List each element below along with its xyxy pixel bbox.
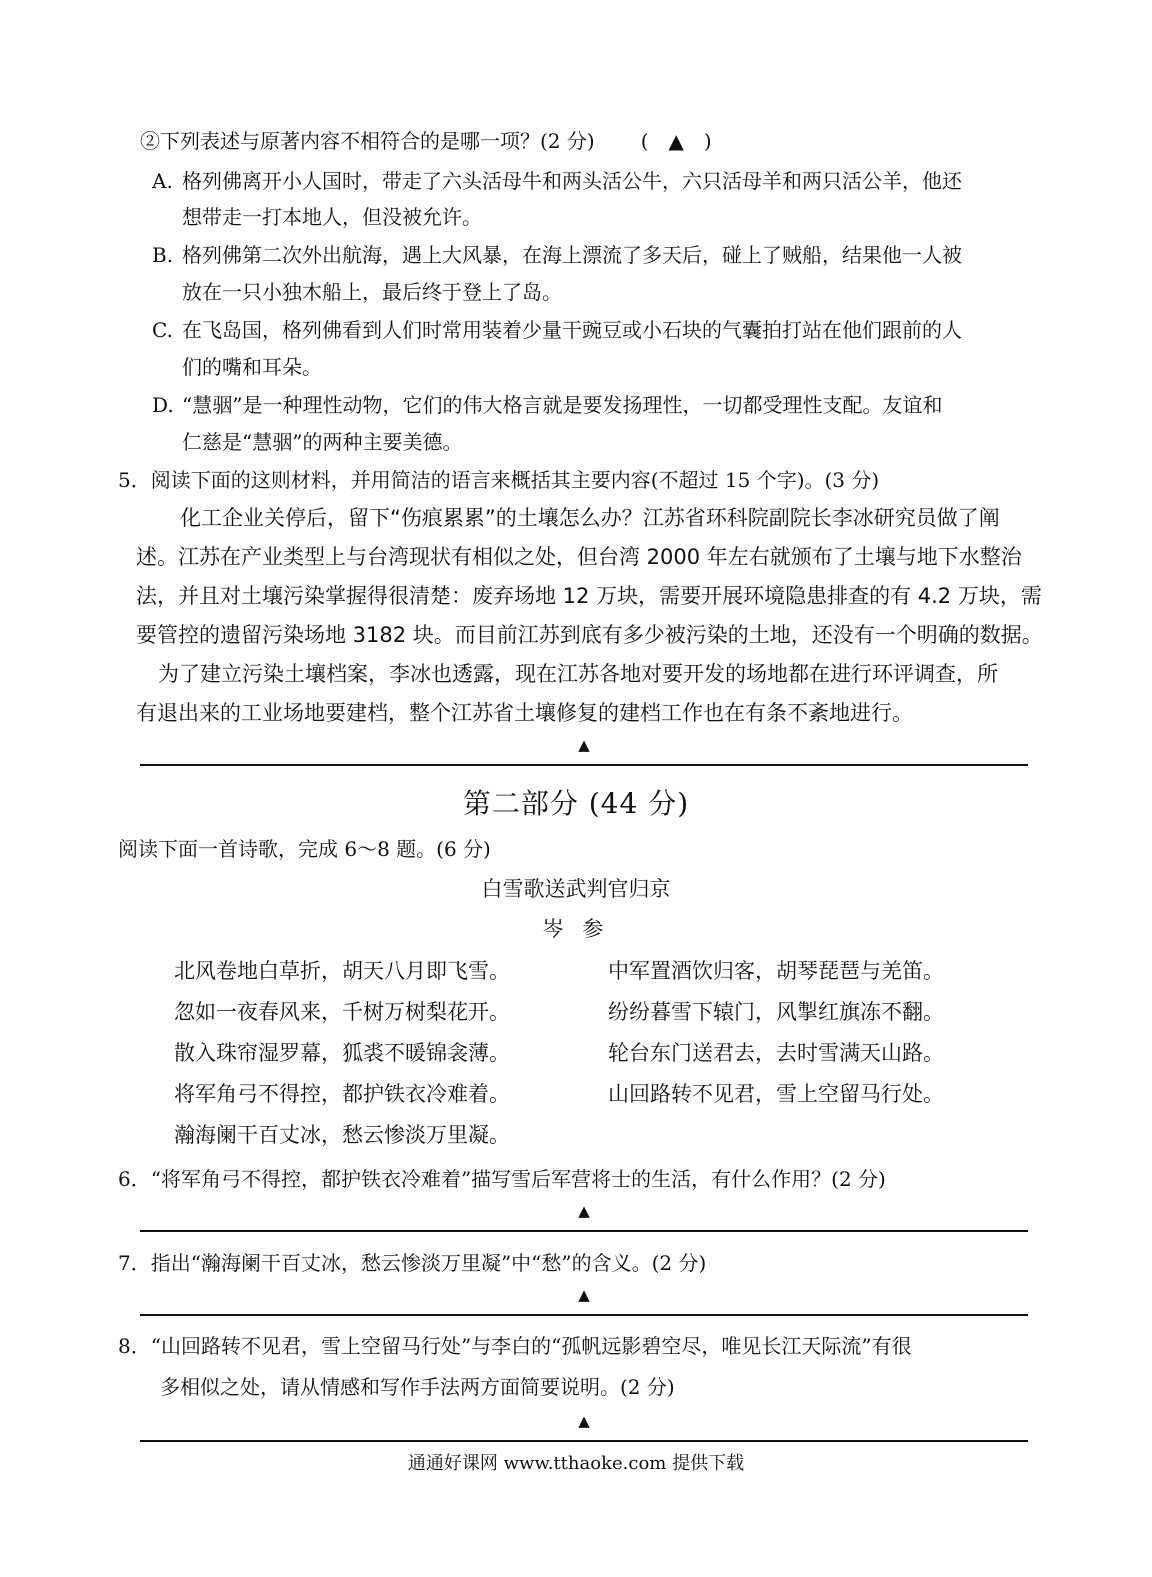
option-d-cont: 仁慈是“慧骃”的两种主要美德。: [182, 430, 463, 454]
answer-triangle: ▲: [578, 1286, 590, 1304]
q5-passage-line: 为了建立污染土壤档案，李冰也透露，现在江苏各地对要开发的场地都在进行环评调查，所: [158, 662, 998, 686]
answer-underline: [140, 1314, 1028, 1316]
option-a: A. 格列佛离开小人国时，带走了六头活母牛和两头活公牛，六只活母羊和两只活公羊，他还: [152, 169, 962, 193]
option-c: C. 在飞岛国，格列佛看到人们时常用装着少量干豌豆或小石块的气囊拍打站在他们跟前的人: [152, 318, 962, 342]
footer-credit: 通通好课网 www.tthaoke.com 提供下载: [407, 1453, 745, 1474]
q7-stem: 7．指出“瀚海阑干百丈冰，愁云惨淡万里凝”中“愁”的含义。(2 分): [118, 1251, 707, 1275]
q8-stem: 8．“山回路转不见君，雪上空留马行处”与李白的“孤帆远影碧空尽，唯见长江天际流”有很: [118, 1334, 912, 1358]
option-c-cont: 们的嘴和耳朵。: [182, 355, 322, 379]
option-d: D. “慧骃”是一种理性动物，它们的伟大格言就是要发扬理性，一切都受理性支配。友谊和: [152, 393, 943, 417]
answer-triangle: ▲: [578, 736, 590, 754]
poem-line-left: 忽如一夜春风来，千树万树梨花开。: [174, 1000, 510, 1024]
option-b-cont: 放在一只小独木船上，最后终于登上了岛。: [182, 280, 562, 304]
q5-stem: 5．阅读下面的这则材料，并用简洁的语言来概括其主要内容(不超过 15 个字)。(3 分): [118, 468, 880, 492]
q5-passage-line: 化工企业关停后，留下“伤痕累累”的土壤怎么办？江苏省环科院副院长李冰研究员做了阐: [180, 506, 1000, 530]
q5-passage-line: 有退出来的工业场地要建档，整个江苏省土壤修复的建档工作也在有条不紊地进行。: [136, 701, 913, 725]
poem-line-left: 散入珠帘湿罗幕，狐裘不暖锦衾薄。: [174, 1041, 510, 1065]
q5-passage-line: 法，并且对土壤污染掌握得很清楚：废弃场地 12 万块，需要开展环境隐患排查的有 4.2 万块，需: [136, 584, 1042, 608]
poem-line-left: 将军角弓不得控，都护铁衣冷难着。: [174, 1082, 510, 1106]
poem-instruction: 阅读下面一首诗歌，完成 6～8 题。(6 分): [118, 837, 491, 861]
poem-line-right: 中军置酒饮归客，胡琴琵琶与羌笛。: [608, 959, 944, 983]
part-two-title: 第二部分 (44 分): [462, 787, 690, 820]
option-a-cont: 想带走一打本地人，但没被允许。: [182, 205, 482, 229]
q5-answer-line[interactable]: [140, 736, 1028, 766]
option-b: B. 格列佛第二次外出航海，遇上大风暴，在海上漂流了多天后，碰上了贼船，结果他一人被: [152, 243, 962, 267]
poem-author: 岑 参: [542, 917, 610, 941]
q5-passage-line: 述。江苏在产业类型上与台湾现状有相似之处，但台湾 2000 年左右就颁布了土壤与地下水整治: [136, 545, 1022, 569]
answer-bracket: ( ▲ ): [640, 129, 712, 153]
poem-line-left: 北风卷地白草折，胡天八月即飞雪。: [174, 959, 510, 983]
q5-passage-line: 要管控的遗留污染场地 3182 块。而目前江苏到底有多少被污染的土地，还没有一个明确的数据。: [136, 623, 1043, 647]
answer-underline: [140, 1230, 1028, 1232]
q7-answer-line[interactable]: [140, 1286, 1028, 1316]
answer-triangle: ▲: [578, 1412, 590, 1430]
poem-line-right: 山回路转不见君，雪上空留马行处。: [608, 1082, 944, 1106]
q4-2-stem: ②下列表述与原著内容不相符合的是哪一项？(2 分) ( ▲ ): [140, 129, 712, 153]
poem-line-right: 纷纷暮雪下辕门，风掣红旗冻不翻。: [608, 1000, 944, 1024]
poem-title: 白雪歌送武判官归京: [481, 877, 671, 901]
q8-answer-line[interactable]: [140, 1412, 1028, 1442]
poem-line-left: 瀚海阑干百丈冰，愁云惨淡万里凝。: [174, 1123, 510, 1147]
q6-answer-line[interactable]: [140, 1202, 1028, 1232]
answer-underline: [140, 1440, 1028, 1442]
poem-line-right: 轮台东门送君去，去时雪满天山路。: [608, 1041, 944, 1065]
q8-stem-cont: 多相似之处，请从情感和写作手法两方面简要说明。(2 分): [160, 1375, 675, 1399]
answer-underline: [140, 764, 1028, 766]
answer-triangle: ▲: [578, 1202, 590, 1220]
q6-stem: 6．“将军角弓不得控，都护铁衣冷难着”描写雪后军营将士的生活，有什么作用？(2 分): [118, 1167, 886, 1191]
